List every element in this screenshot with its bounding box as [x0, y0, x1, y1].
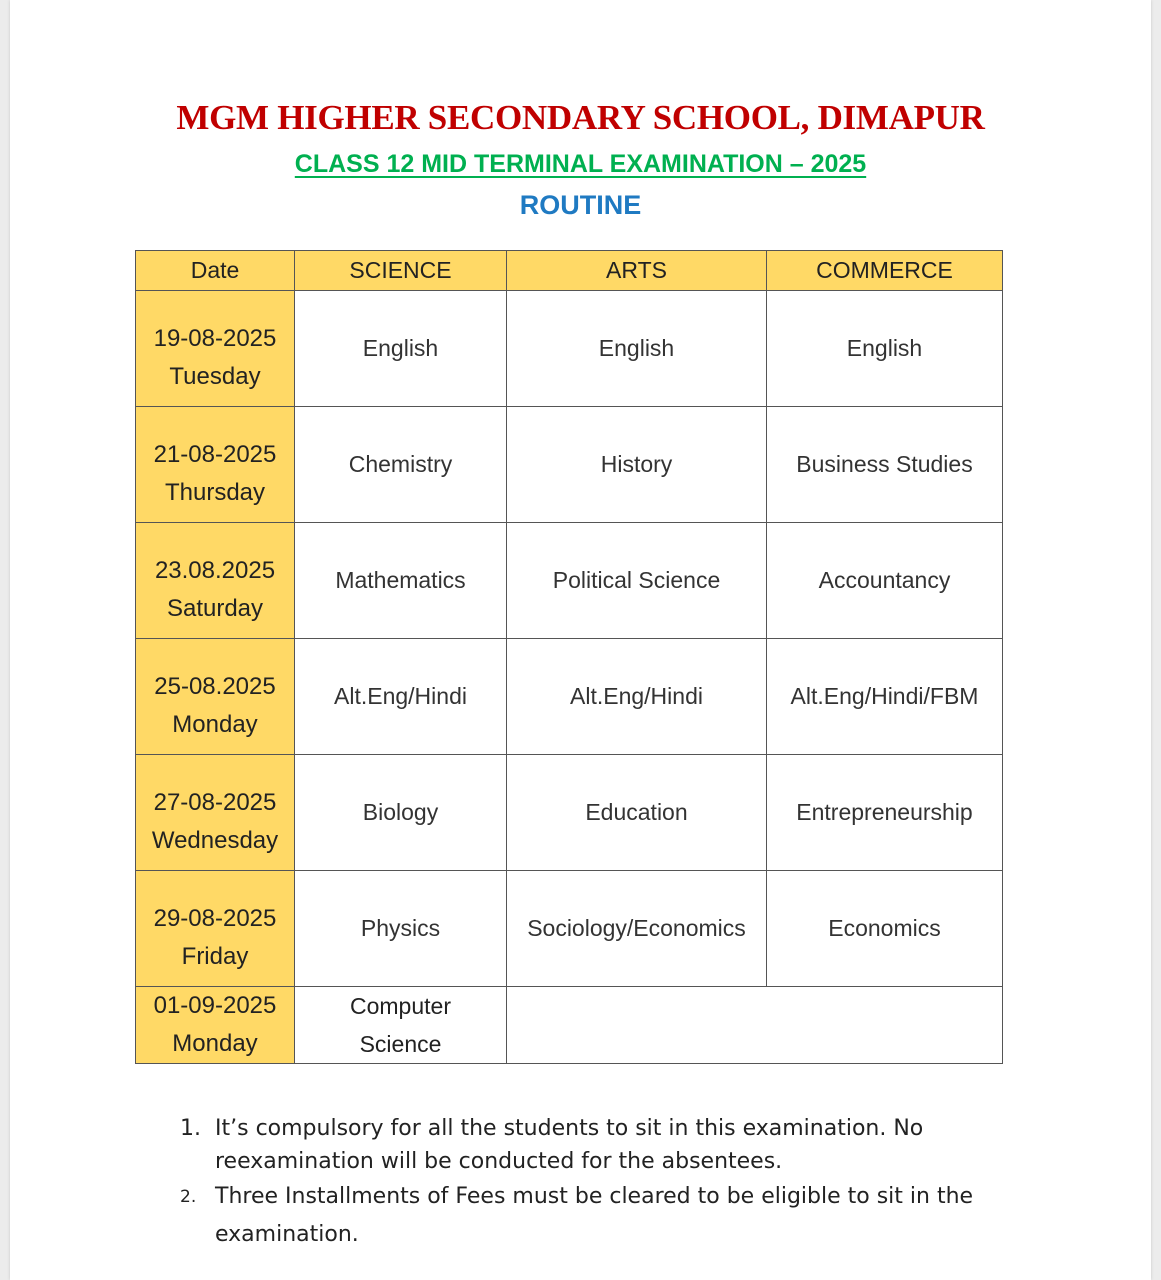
arts-cell: History: [507, 407, 767, 523]
empty-cell: [507, 987, 1003, 1064]
col-header-commerce: COMMERCE: [767, 251, 1003, 291]
routine-title: ROUTINE: [519, 190, 642, 220]
table-row: [136, 523, 1003, 639]
notes-list: [180, 1112, 980, 1254]
day: Wednesday: [151, 826, 279, 854]
col-header-arts: ARTS: [507, 251, 767, 291]
science-cell: [295, 987, 507, 1064]
table-row: [136, 407, 1003, 523]
day: Monday: [172, 710, 258, 738]
col-header-science: SCIENCE: [295, 251, 507, 291]
science-cell: Biology: [295, 755, 507, 871]
day: Thursday: [164, 478, 266, 506]
date-cell: [136, 987, 295, 1064]
note-text-line-1: Three Installments of Fees must be cleared to be eligible to sit in the: [215, 1184, 974, 1209]
commerce-cell: Alt.Eng/Hindi/FBM: [767, 639, 1003, 755]
school-title: MGM HIGHER SECONDARY SCHOOL, DIMAPUR: [176, 98, 985, 137]
date-cell: [136, 871, 295, 987]
table-row: [136, 987, 1003, 1064]
science-cell: English: [295, 291, 507, 407]
date: 01-09-2025: [153, 992, 277, 1019]
arts-cell: Sociology/Economics: [507, 871, 767, 987]
date: 27-08-2025: [153, 788, 277, 816]
day: Monday: [172, 1030, 258, 1057]
date-cell: [136, 291, 295, 407]
date: 29-08-2025: [153, 904, 277, 932]
commerce-cell: Accountancy: [767, 523, 1003, 639]
science-cell: Chemistry: [295, 407, 507, 523]
table-row: [136, 755, 1003, 871]
day: Friday: [181, 942, 249, 970]
table-row: [136, 871, 1003, 987]
arts-cell: Alt.Eng/Hindi: [507, 639, 767, 755]
date-cell: [136, 407, 295, 523]
date-cell: [136, 639, 295, 755]
exam-title: CLASS 12 MID TERMINAL EXAMINATION – 2025: [294, 150, 867, 178]
science-line-1: Computer: [350, 993, 451, 1019]
note-text-line-2: reexamination will be conducted for the absentees.: [215, 1149, 783, 1174]
commerce-cell: Entrepreneurship: [767, 755, 1003, 871]
date-cell: [136, 523, 295, 639]
date: 25-08.2025: [154, 672, 276, 700]
table-row: [136, 291, 1003, 407]
table-row: [136, 639, 1003, 755]
commerce-cell: Business Studies: [767, 407, 1003, 523]
date-cell: [136, 755, 295, 871]
day: Tuesday: [169, 362, 261, 390]
routine-table: [135, 250, 1003, 1064]
date: 23.08.2025: [154, 556, 276, 584]
arts-cell: English: [507, 291, 767, 407]
date: 21-08-2025: [153, 440, 277, 468]
science-line-2: Science: [359, 1031, 442, 1057]
date: 19-08-2025: [153, 324, 277, 352]
day: Saturday: [166, 594, 264, 622]
note-text-line-2: examination.: [215, 1222, 359, 1247]
note-item: [180, 1178, 980, 1254]
col-header-date: Date: [136, 251, 295, 291]
commerce-cell: English: [767, 291, 1003, 407]
arts-cell: Education: [507, 755, 767, 871]
science-cell: Physics: [295, 871, 507, 987]
note-number: 1.: [180, 1116, 201, 1141]
science-cell: Alt.Eng/Hindi: [295, 639, 507, 755]
note-item: [180, 1112, 980, 1178]
note-text-line-1: It’s compulsory for all the students to sit in this examination. No: [215, 1116, 924, 1141]
arts-cell: Political Science: [507, 523, 767, 639]
note-number: 2.: [180, 1187, 197, 1207]
header-row: [136, 251, 1003, 291]
science-cell: Mathematics: [295, 523, 507, 639]
commerce-cell: Economics: [767, 871, 1003, 987]
